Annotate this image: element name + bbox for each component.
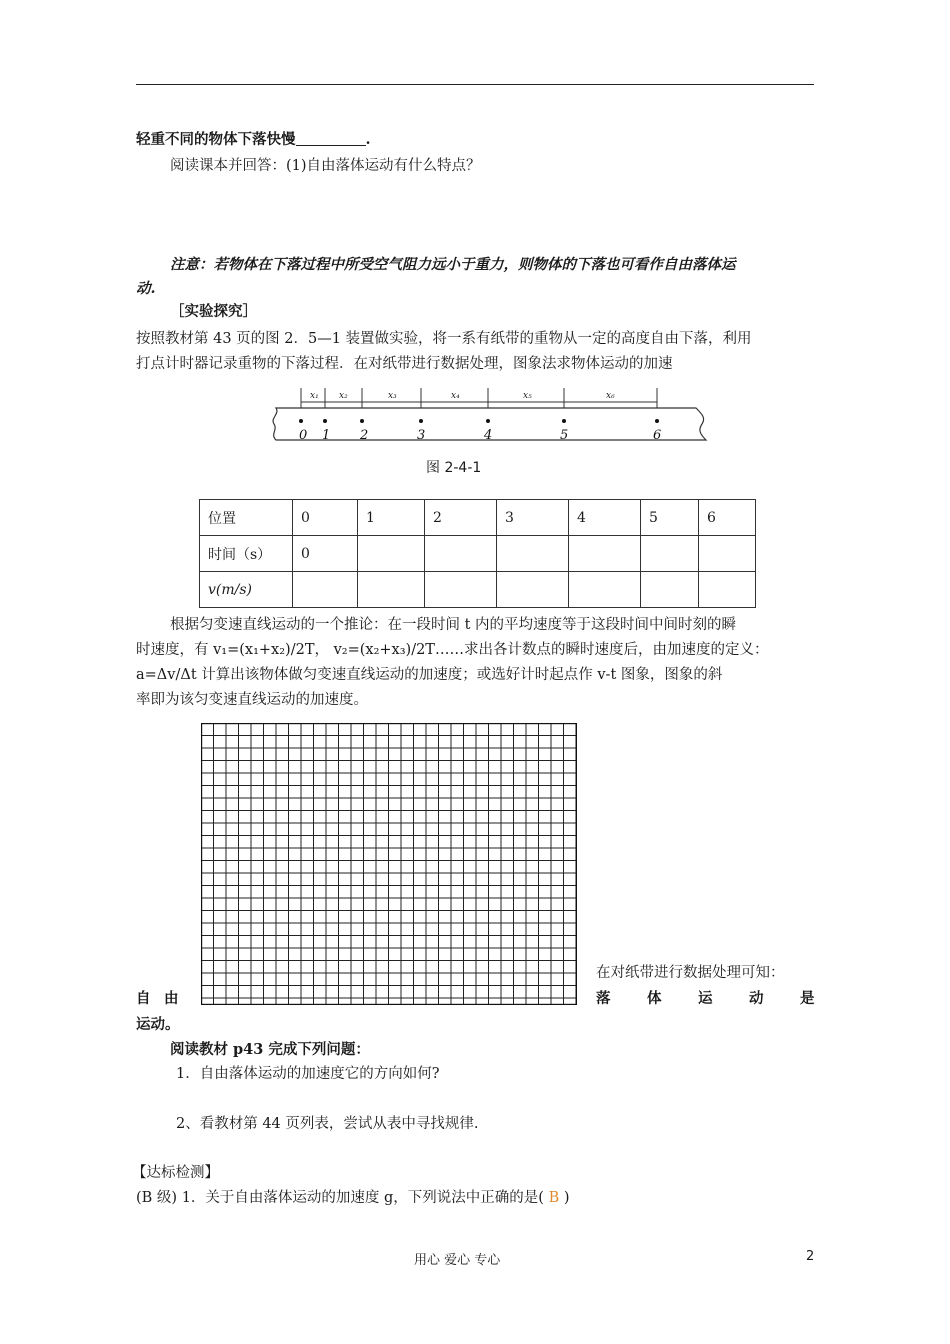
section-experiment: ［实验探究］ [170,303,257,320]
point-label-0: 0 [299,428,308,443]
table-cell: 时间（s） [200,536,293,572]
fill-blank[interactable] [296,131,366,146]
figure-caption: 图 2-4-1 [426,460,482,476]
data-table [199,499,756,608]
table-cell: v(m/s) [200,572,293,608]
conclusion-right-4: 动 [749,990,764,1007]
table-row [200,572,756,608]
table-cell: 5 [641,500,699,536]
table-cell[interactable] [425,536,497,572]
line-1-end: . [365,131,371,148]
seg-label-5: x₅ [523,391,532,401]
conclusion-end: 运动。 [136,1016,180,1033]
table-cell[interactable] [641,572,699,608]
table-cell[interactable] [641,536,699,572]
seg-label-6: x₆ [606,391,615,401]
point-label-3: 3 [417,428,426,443]
table-cell: 位置 [200,500,293,536]
conclusion-right-1: 落 [596,990,611,1007]
line-1-text: 轻重不同的物体下落快慢 [136,131,296,148]
tape-dots [299,419,659,423]
answer-choice: B [548,1190,560,1206]
section-check: 【达标检测】 [132,1165,219,1181]
seg-label-4: x₄ [451,391,460,401]
seg-label-3: x₃ [388,391,397,401]
conclusion-left-a: 自 [136,990,151,1007]
table-cell[interactable] [569,572,641,608]
seg-label-1: x₁ [310,391,319,401]
table-cell[interactable] [497,572,569,608]
inference-line-4: 率即为该匀变速直线运动的加速度。 [136,692,368,708]
side-note: 在对纸带进行数据处理可知： [596,965,785,981]
table-cell[interactable] [699,536,756,572]
conclusion-left-b: 由 [164,990,179,1007]
reading-title: 阅读教材 p43 完成下列问题： [170,1041,370,1058]
point-label-4: 4 [484,428,493,443]
conclusion-right-3: 运 [698,990,713,1007]
table-cell[interactable] [425,572,497,608]
note-line-1: 注意：若物体在下落过程中所受空气阻力远小于重力，则物体的下落也可看作自由落体运 [170,256,736,273]
experiment-line-2: 打点计时器记录重物的下落过程．在对纸带进行数据处理，图象法求物体运动的加速 [136,356,673,372]
table-cell: 6 [699,500,756,536]
point-label-1: 1 [322,428,331,443]
grid-lines [201,723,577,1005]
note-line-2: 动. [136,280,156,297]
line-weight-speed [136,128,371,149]
table-cell[interactable] [358,572,425,608]
conclusion-right-5: 是 [800,990,815,1007]
check-question-close: ) [563,1190,570,1206]
point-label-2: 2 [360,428,369,443]
check-question-text: (B 级) 1．关于自由落体运动的加速度 g，下列说法中正确的是( [136,1190,544,1206]
table-cell: 4 [569,500,641,536]
read-question-1: 阅读课本并回答：(1)自由落体运动有什么特点？ [170,158,481,174]
question-1: 1．自由落体运动的加速度它的方向如何? [176,1066,440,1082]
footer-motto: 用心 爱心 专心 [414,1253,501,1268]
inference-line-1: 根据匀变速直线运动的一个推论：在一段时间 t 内的平均速度等于这段时间中间时刻的瞬 [170,617,737,633]
segment-dimensions [301,388,657,408]
table-cell: 3 [497,500,569,536]
table-cell: 0 [293,536,358,572]
experiment-line-1: 按照教材第 43 页的图 2．5—1 装置做实验，将一系有纸带的重物从一定的高度自由下落，利用 [136,331,752,347]
table-cell[interactable] [497,536,569,572]
table-cell: 0 [293,500,358,536]
graph-paper-grid[interactable] [201,723,577,1005]
table-cell: 1 [358,500,425,536]
table-row [200,500,756,536]
ticker-tape-figure [266,384,712,454]
table-cell[interactable] [358,536,425,572]
point-label-6: 6 [653,428,662,443]
table-cell[interactable] [569,536,641,572]
inference-line-2: 时速度，有 v₁=(x₁+x₂)/2T， v₂=(x₂+x₃)/2T……求出各计数点的瞬时速度后，由加速度的定义： [136,642,769,658]
table-cell[interactable] [699,572,756,608]
point-label-5: 5 [560,428,569,443]
question-2: 2、看教材第 44 页列表，尝试从表中寻找规律. [176,1116,479,1132]
seg-label-2: x₂ [339,391,348,401]
table-row [200,536,756,572]
table-cell: 2 [425,500,497,536]
inference-line-3: a=Δv/Δt 计算出该物体做匀变速直线运动的加速度；或选好计时起点作 v-t 图象，图象的斜 [136,667,723,683]
table-cell[interactable] [293,572,358,608]
header-rule [136,84,814,85]
page-number: 2 [806,1249,815,1264]
conclusion-right-2: 体 [647,990,662,1007]
check-question-1 [136,1186,570,1207]
